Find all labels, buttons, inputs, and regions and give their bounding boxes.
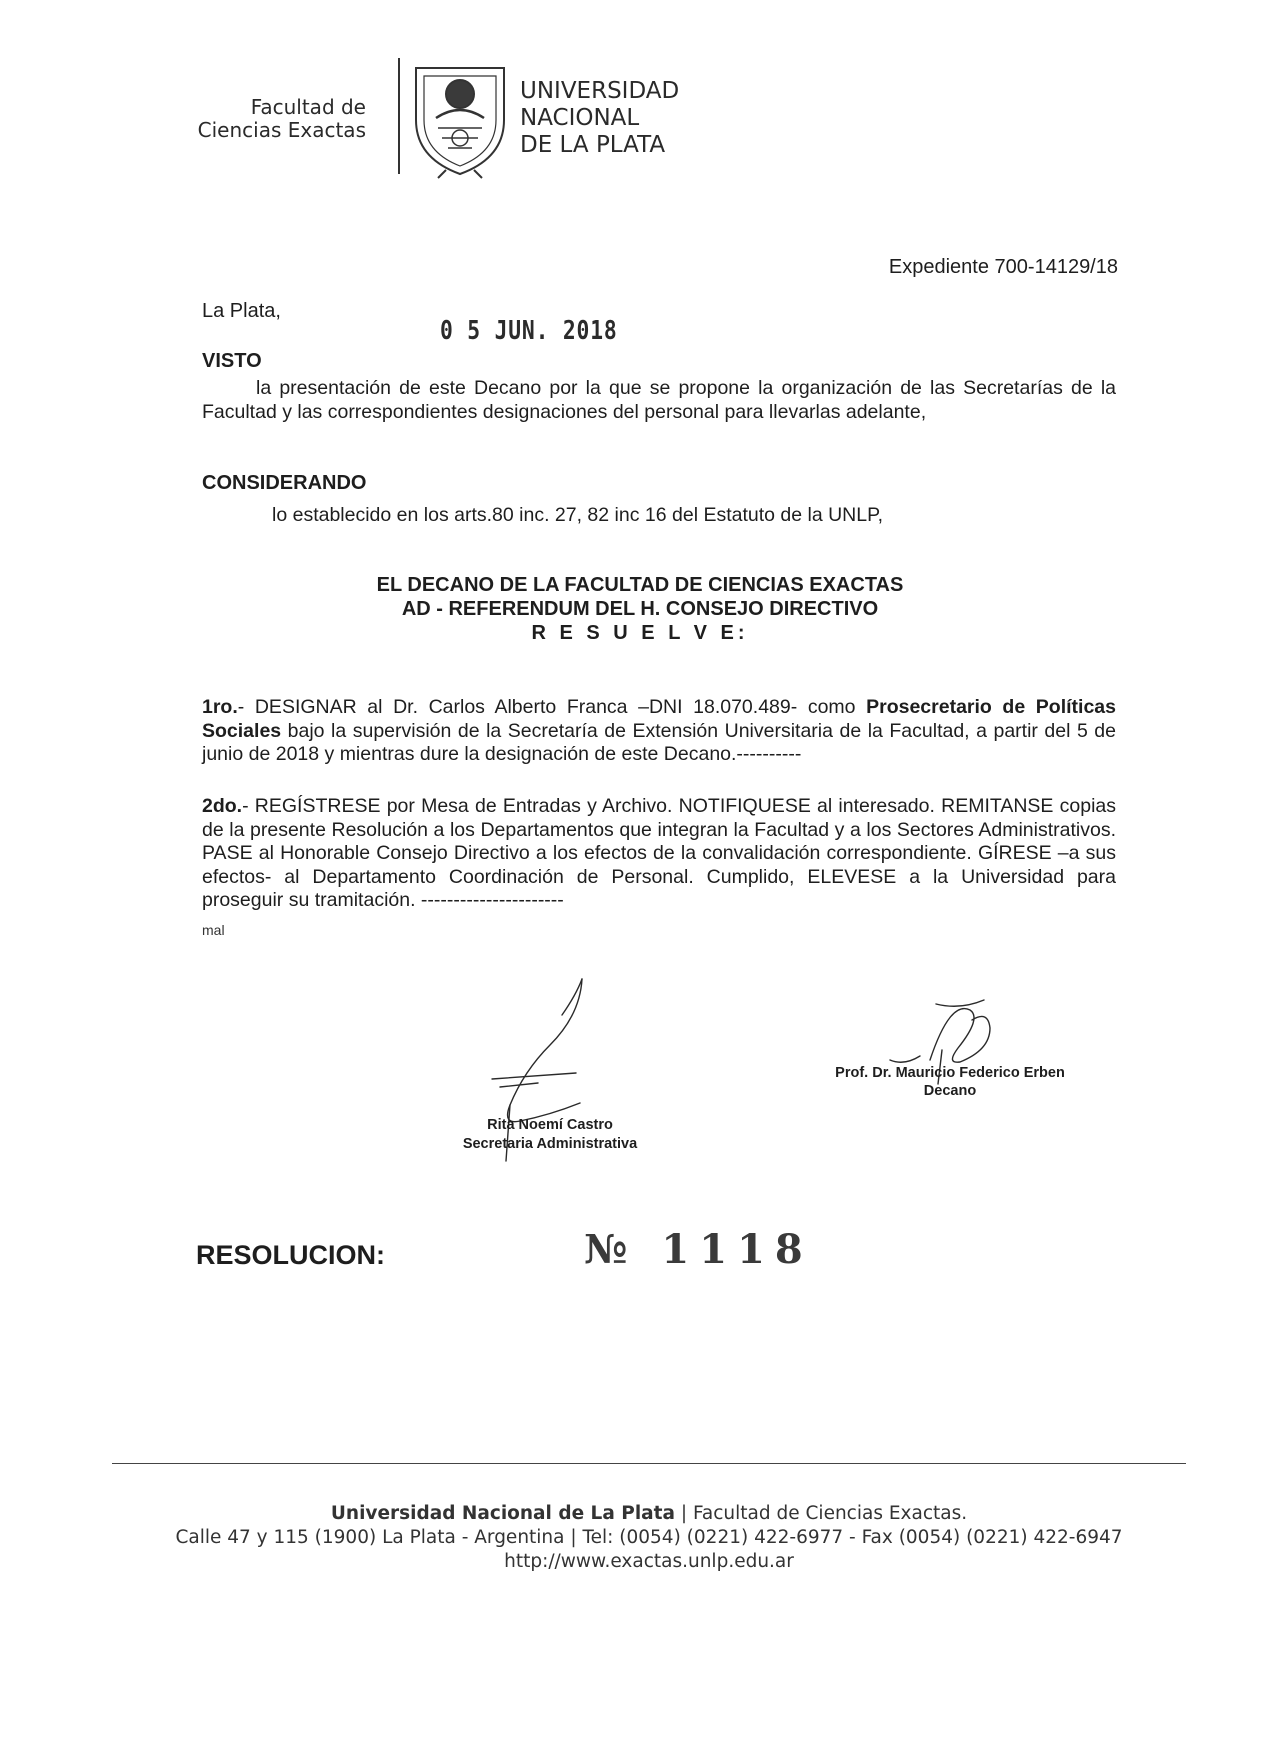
footer-website: http://www.exactas.unlp.edu.ar (504, 1551, 794, 1572)
article-1-num: 1ro. (202, 696, 238, 718)
article-1 (202, 696, 1116, 767)
article-2 (202, 795, 1116, 913)
expediente-number: Expediente 700-14129/18 (888, 256, 1118, 278)
resolution-header (250, 573, 1030, 645)
considerando-heading: CONSIDERANDO (202, 472, 367, 494)
resuelve-label: R E S U E L V E: (531, 622, 749, 644)
article-2-text: - REGÍSTRESE por Mesa de Entradas y Archivo. NOTIFIQUESE al interesado. REMITANSE copias de la presente Resolución a los Departamentos que integran la Facultad y a los Sectores Administrativos. PASE al Honorable Consejo Directivo a los efectos de la convalidación correspondiente. GÍRESE –a sus efectos- al Departamento Coordinación de Personal. Cumplido, ELEVESE a la Universidad para proseguir su tramitación. ---------------------- (202, 795, 1116, 911)
secretaria-role: Secretaria Administrativa (462, 1136, 638, 1152)
footer-line1 (112, 1502, 1186, 1526)
resolution-header-line2: AD - REFERENDUM DEL H. CONSEJO DIRECTIVO (401, 598, 879, 620)
decano-role: Decano (923, 1083, 977, 1099)
considerando-text: lo establecido en los arts.80 inc. 27, 82 inc 16 del Estatuto de la UNLP, (272, 504, 884, 526)
resolution-header-line1: EL DECANO DE LA FACULTAD DE CIENCIAS EXACTAS (376, 574, 904, 596)
university-seal-icon (408, 58, 512, 180)
place-label: La Plata, (202, 300, 281, 322)
footer-faculty: | Facultad de Ciencias Exactas. (674, 1503, 968, 1524)
decano-name: Prof. Dr. Mauricio Federico Erben (835, 1065, 1065, 1081)
visto-text-content: la presentación de este Decano por la que se propone la organización de las Secretarías de la Facultad y las correspondientes designaciones del personal para llevarlas adelante, (202, 377, 1116, 423)
visto-text (202, 377, 1116, 424)
header-divider (398, 58, 400, 174)
universidad-line2: NACIONAL (520, 105, 640, 131)
facultad-line2: Ciencias Exactas (197, 118, 366, 142)
facultad-name (150, 96, 366, 142)
footer-university: Universidad Nacional de La Plata (330, 1503, 675, 1524)
universidad-line1: UNIVERSIDAD (520, 78, 680, 104)
footer (112, 1502, 1186, 1574)
resolucion-label: RESOLUCION: (196, 1240, 385, 1270)
facultad-line1: Facultad de (250, 95, 366, 119)
resolucion-number: № 1118 (584, 1226, 813, 1273)
article-1-text-b: bajo la supervisión de la Secretaría de Extensión Universitaria de la Facultad, a partir del 5 de junio de 2018 y mientras dure la designación de este Decano.---------- (202, 719, 1116, 765)
footer-divider (112, 1463, 1186, 1464)
secretaria-signature-block (430, 1116, 670, 1154)
footer-address: Calle 47 y 115 (1900) La Plata - Argentina | Tel: (0054) (0221) 422-6977 - Fax (0054) (0221) 422-6947 (175, 1527, 1123, 1548)
date-stamp: 0 5 JUN. 2018 (440, 316, 618, 346)
decano-signature-block (820, 1064, 1080, 1100)
secretaria-name: Rita Noemí Castro (487, 1117, 613, 1133)
universidad-name (520, 78, 679, 159)
article-1-text-a: - DESIGNAR al Dr. Carlos Alberto Franca –DNI 18.070.489- como (237, 696, 867, 718)
initials: mal (202, 922, 225, 938)
article-1-bold: Prosecretario de Políticas Sociales (202, 696, 1116, 742)
article-2-num: 2do. (202, 795, 243, 817)
visto-heading: VISTO (202, 350, 262, 372)
universidad-line3: DE LA PLATA (520, 132, 666, 158)
